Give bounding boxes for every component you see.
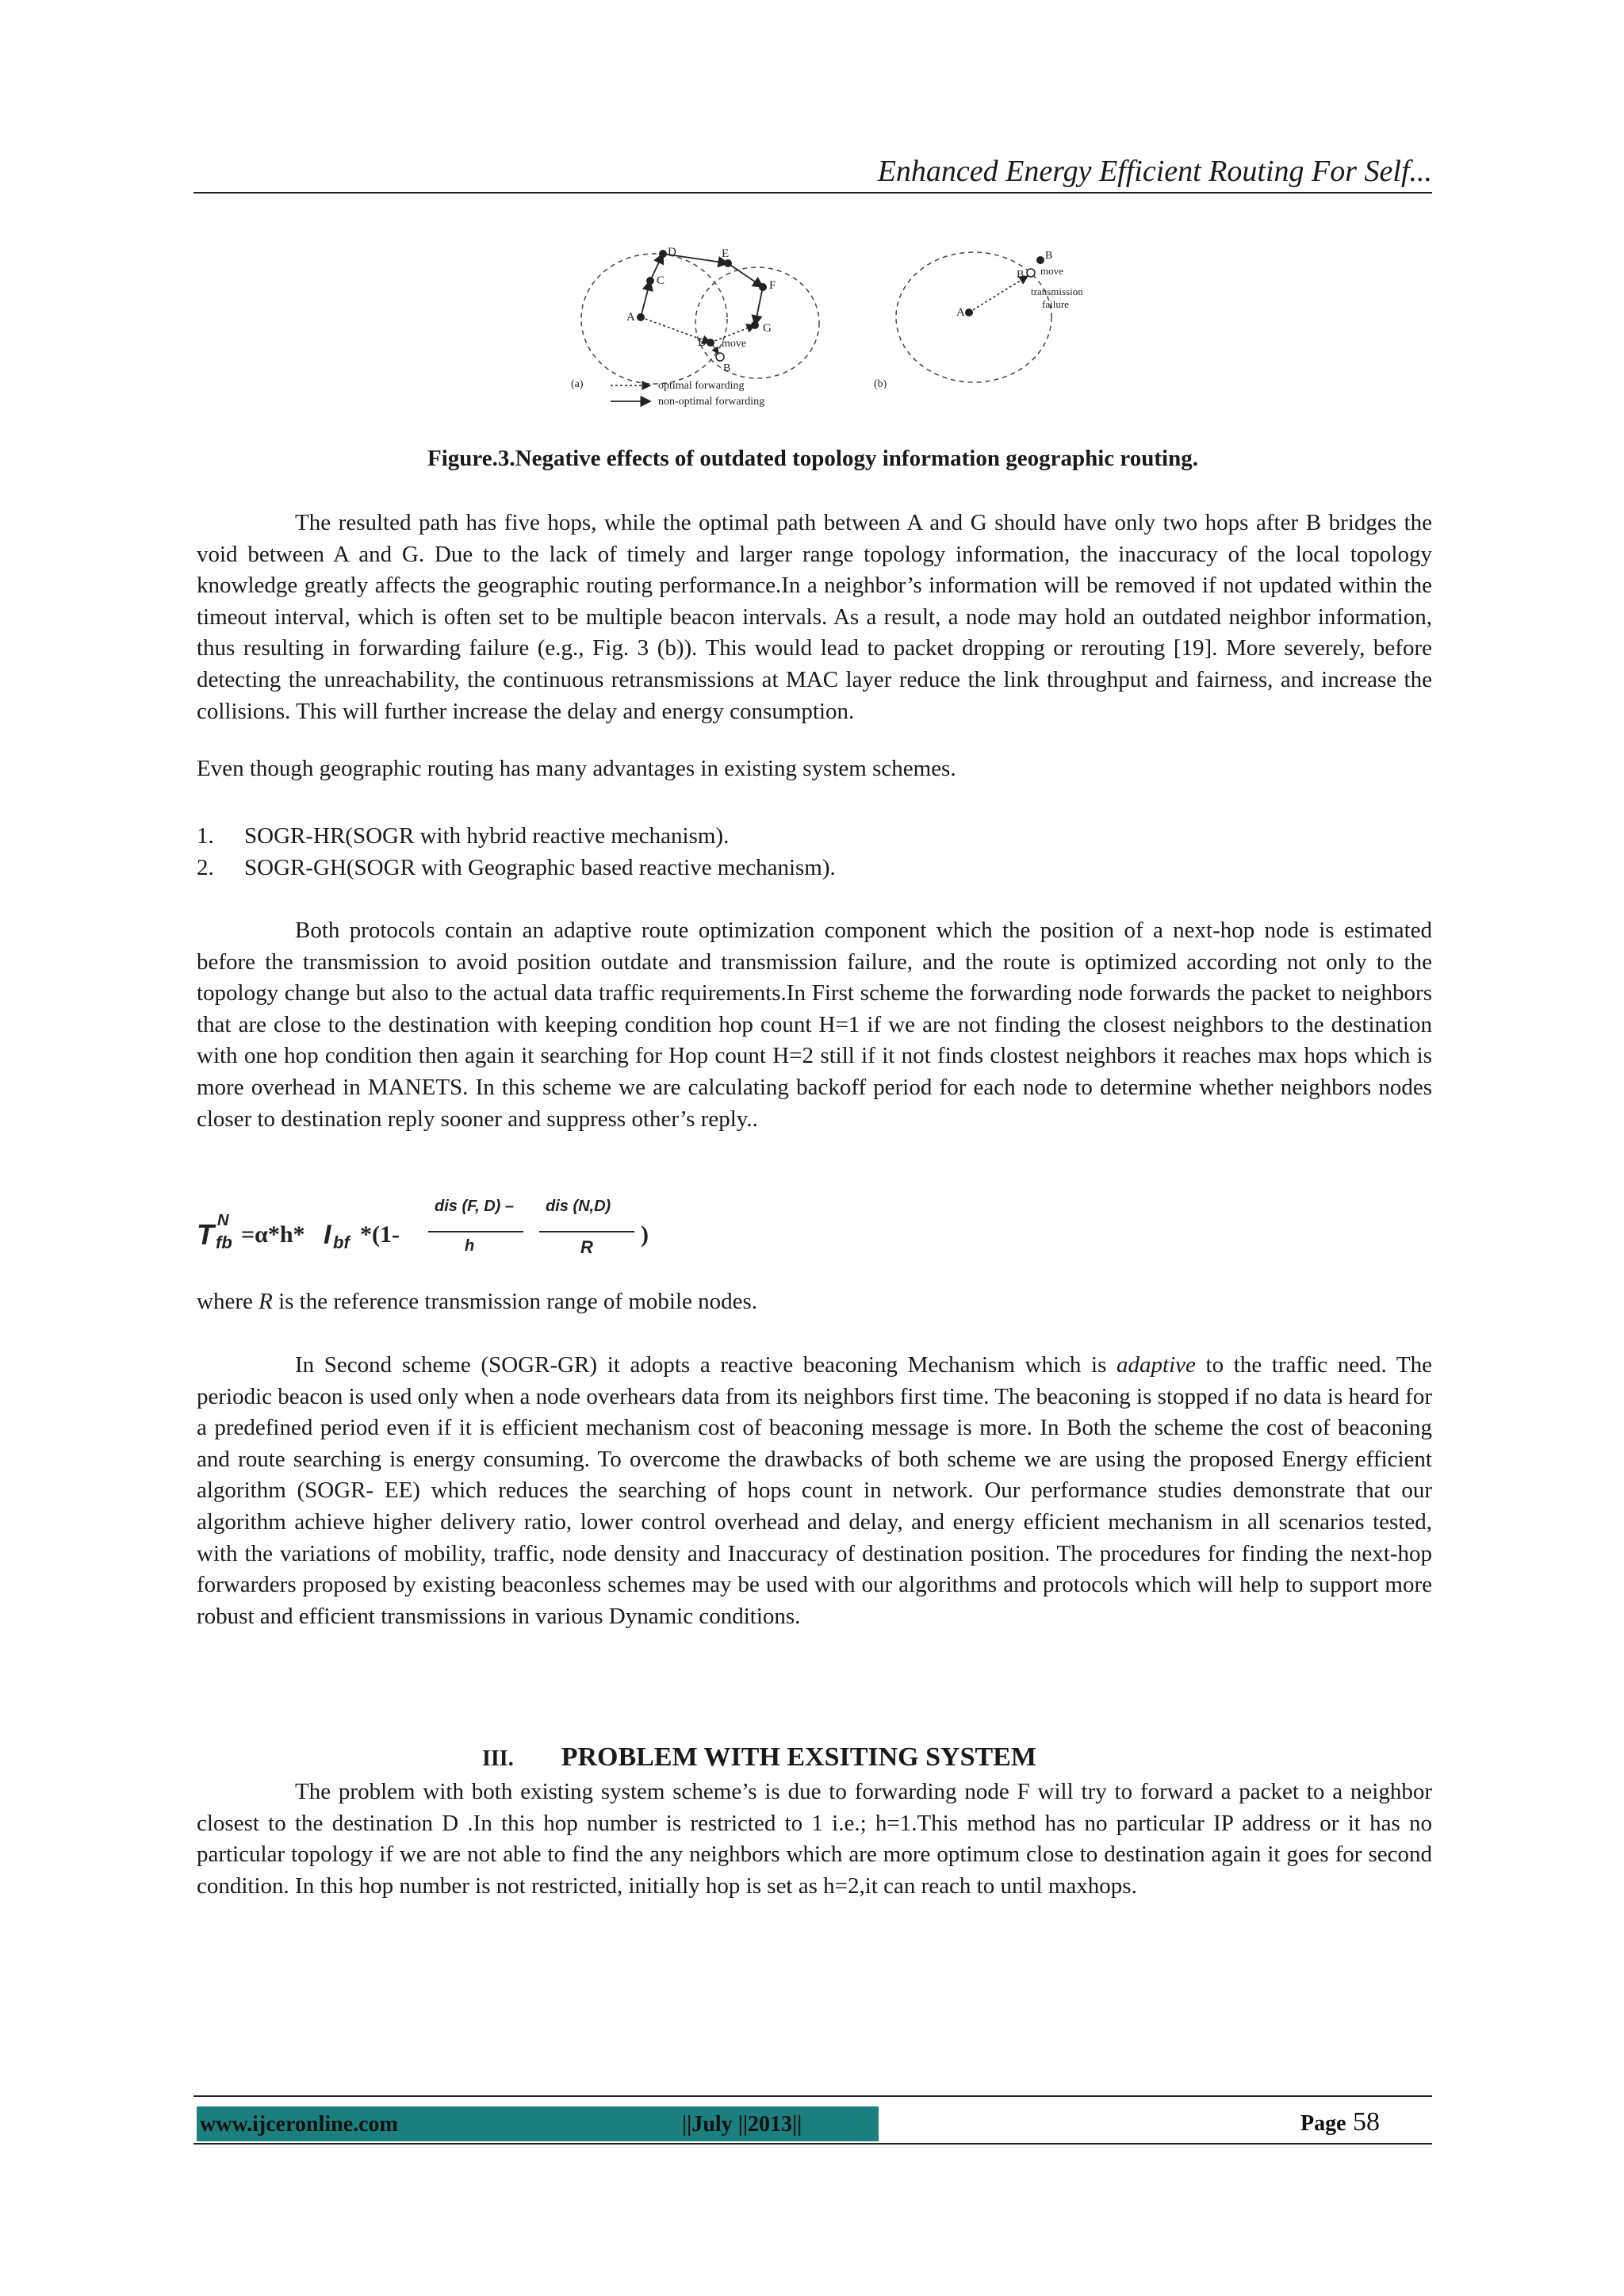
formula-T-sup: N bbox=[217, 1212, 229, 1229]
list-number: 1. bbox=[197, 823, 214, 849]
paragraph-1: The resulted path has five hops, while the optimal path between A and G should have only two hops after B bridges the void between A and G. Due to the lack of timely and larger range topology information, the inaccuracy of the local topology knowledge greatly affects the geographic routing performance.In a neighbor’s information will be removed if not updated within the timeout interval, which is often set to be multiple beacon intervals. As a result, a node may hold an outdated neighbor information, thus resulting in forwarding failure (e.g., Fig. 3 (b)). This would lead to packet dropping or rerouting [19]. More severely, before detecting the unreachability, the continuous retransmissions at MAC layer reduce the link throughput and fairness, and increase the collisions. This will further increase the delay and energy consumption. bbox=[197, 510, 1432, 724]
formula-I-sub: bf bbox=[333, 1232, 350, 1252]
node-d bbox=[659, 250, 667, 258]
formula-I: I bbox=[324, 1220, 331, 1250]
section-heading bbox=[482, 1742, 1036, 1775]
formula-T-sub: fb bbox=[216, 1232, 232, 1252]
footer-rule-top bbox=[193, 2095, 1432, 2097]
formula-T: T bbox=[197, 1218, 214, 1251]
node-c bbox=[646, 277, 654, 285]
section-title: PROBLEM WITH EXSITING SYSTEM bbox=[561, 1742, 1036, 1772]
label-d: D bbox=[668, 246, 676, 259]
formula-den2: R bbox=[580, 1237, 593, 1257]
label-b-trans2: failure bbox=[1042, 298, 1069, 310]
footer-date: ||July ||2013|| bbox=[682, 2112, 802, 2137]
list-text: SOGR-HR(SOGR with hybrid reactive mechanism). bbox=[244, 823, 730, 849]
formula-bar2 bbox=[539, 1231, 634, 1232]
label-b-a: A bbox=[956, 306, 965, 319]
list-number: 2. bbox=[197, 855, 214, 880]
label-f: F bbox=[769, 279, 776, 292]
para3-post: to the traffic need. The periodic beacon is used only when a node overhears data from its neighbors first time. The beaconing is stopped if no data is heard for a predefined period even if it is efficient mechanism cost of beaconing message is more. In Both the scheme the cost of beaconing and route searching is energy consuming. To overcome the drawbacks of both scheme we are using the proposed Energy efficient algorithm (SOGR- EE) which reduces the searching of hops count in network. Our performance studies demonstrate that our algorithm achieve higher delivery ratio, lower control overhead and delay, and energy efficient mechanism in all scenarios tested, with the variations of mobility, traffic, node density and Inaccuracy of destination position. The procedures for finding the next-hop forwarders proposed by existing beaconless schemes may be used with our algorithms and protocols which will help to support more robust and efficient transmissions in various Dynamic conditions. bbox=[197, 1352, 1432, 1629]
label-move-a: move bbox=[722, 338, 747, 350]
node-b-b-old bbox=[1027, 269, 1035, 277]
footer-page-number bbox=[1300, 2106, 1380, 2140]
header-rule bbox=[193, 192, 1432, 194]
running-header: Enhanced Energy Efficient Routing For Self... bbox=[877, 155, 1432, 188]
node-g bbox=[751, 321, 759, 329]
label-b-trans1: transmission bbox=[1031, 286, 1083, 297]
node-b-b-new bbox=[1036, 256, 1044, 264]
legend-optimal: optimal forwarding bbox=[658, 380, 745, 392]
paragraph-1b: Even though geographic routing has many advantages in existing system schemes. bbox=[197, 756, 956, 781]
where-pre: where bbox=[197, 1289, 259, 1314]
label-g: G bbox=[763, 322, 772, 335]
label-a: A bbox=[626, 311, 635, 324]
label-panel-a: (a) bbox=[571, 378, 584, 390]
figure-3 bbox=[555, 232, 1094, 420]
edge-f-g bbox=[755, 287, 763, 325]
formula-num2: dis (N,D) bbox=[546, 1198, 611, 1215]
scheme-list bbox=[197, 820, 1432, 884]
label-b-b1: B bbox=[1017, 269, 1025, 281]
figure-caption: Figure.3.Negative effects of outdated topology information geographic routing. bbox=[427, 446, 1198, 471]
list-item bbox=[197, 852, 1432, 884]
label-e: E bbox=[722, 247, 730, 260]
legend-nonoptimal: non-optimal forwarding bbox=[658, 396, 765, 408]
page-label: Page bbox=[1300, 2111, 1346, 2136]
edge-b-a-b bbox=[969, 276, 1028, 312]
formula-mid2: *(1- bbox=[360, 1221, 400, 1248]
paragraph-3 bbox=[197, 1350, 1432, 1632]
edge-e-f bbox=[728, 263, 763, 287]
label-b-move: move bbox=[1040, 265, 1063, 277]
where-var: R bbox=[259, 1289, 273, 1314]
figure-3-diagram bbox=[555, 232, 1094, 420]
node-a bbox=[637, 313, 645, 321]
formula-den1: h bbox=[465, 1237, 475, 1255]
formula-bar1 bbox=[428, 1231, 523, 1232]
where-post: is the reference transmission range of mobile nodes. bbox=[272, 1289, 758, 1314]
node-b-moved bbox=[716, 353, 724, 361]
paragraph-2: Both protocols contain an adaptive route optimization component which the position of a next-hop node is estimated before the transmission to avoid position outdate and transmission failure, and the route is optimized according not only to the topology change but also to the actual data traffic requirements.In First scheme the forwarding node forwards the packet to neighbors that are close to the destination with keeping condition hop count H=1 if we are not finding the closest neighbors to the destination with one hop condition then again it searching for Hop count H=2 still if it not finds clostest neighbors it reaches max hops which is more overhead in MANETS. In this scheme we are calculating backoff period for each node to determine whether neighbors nodes closer to destination reply sooner and suppress other’s reply.. bbox=[197, 918, 1432, 1132]
label-b-moved: B bbox=[723, 362, 731, 374]
footer-rule-bottom bbox=[193, 2143, 1432, 2145]
label-b-b2: B bbox=[1045, 250, 1053, 262]
where-line bbox=[197, 1286, 1432, 1318]
label-c: C bbox=[657, 274, 665, 287]
formula-close: ) bbox=[641, 1221, 649, 1248]
node-e bbox=[724, 259, 732, 267]
list-item bbox=[197, 820, 1432, 852]
formula-mid1: =α*h* bbox=[241, 1221, 305, 1248]
section-number: III. bbox=[482, 1746, 514, 1771]
paragraph-4: The problem with both existing system scheme’s is due to forwarding node F will try to forward a packet to a neighbor closest to the destination D .In this hop number is restricted to 1 i.e.; h=1.This method has no particular IP address or it has no particular topology if we are not able to find the any neighbors which are more optimum close to destination again it goes for second condition. In this hop number is not restricted, initially hop is set as h=2,it can reach to until maxhops. bbox=[197, 1779, 1432, 1899]
edge-a-c bbox=[641, 281, 650, 317]
label-panel-b: (b) bbox=[874, 378, 887, 390]
list-text: SOGR-GH(SOGR with Geographic based reactive mechanism). bbox=[244, 855, 836, 880]
para3-em: adaptive bbox=[1116, 1352, 1196, 1378]
node-f bbox=[759, 283, 767, 291]
label-b: B bbox=[698, 336, 707, 349]
formula-num1: dis (F, D) – bbox=[435, 1198, 515, 1215]
footer-site-link[interactable]: www.ijceronline.com bbox=[200, 2112, 398, 2137]
para3-pre: In Second scheme (SOGR-GR) it adopts a reactive beaconing Mechanism which is bbox=[295, 1352, 1117, 1378]
page-num: 58 bbox=[1353, 2107, 1381, 2137]
move-arrow-a bbox=[712, 344, 718, 354]
backoff-formula bbox=[197, 1198, 649, 1261]
